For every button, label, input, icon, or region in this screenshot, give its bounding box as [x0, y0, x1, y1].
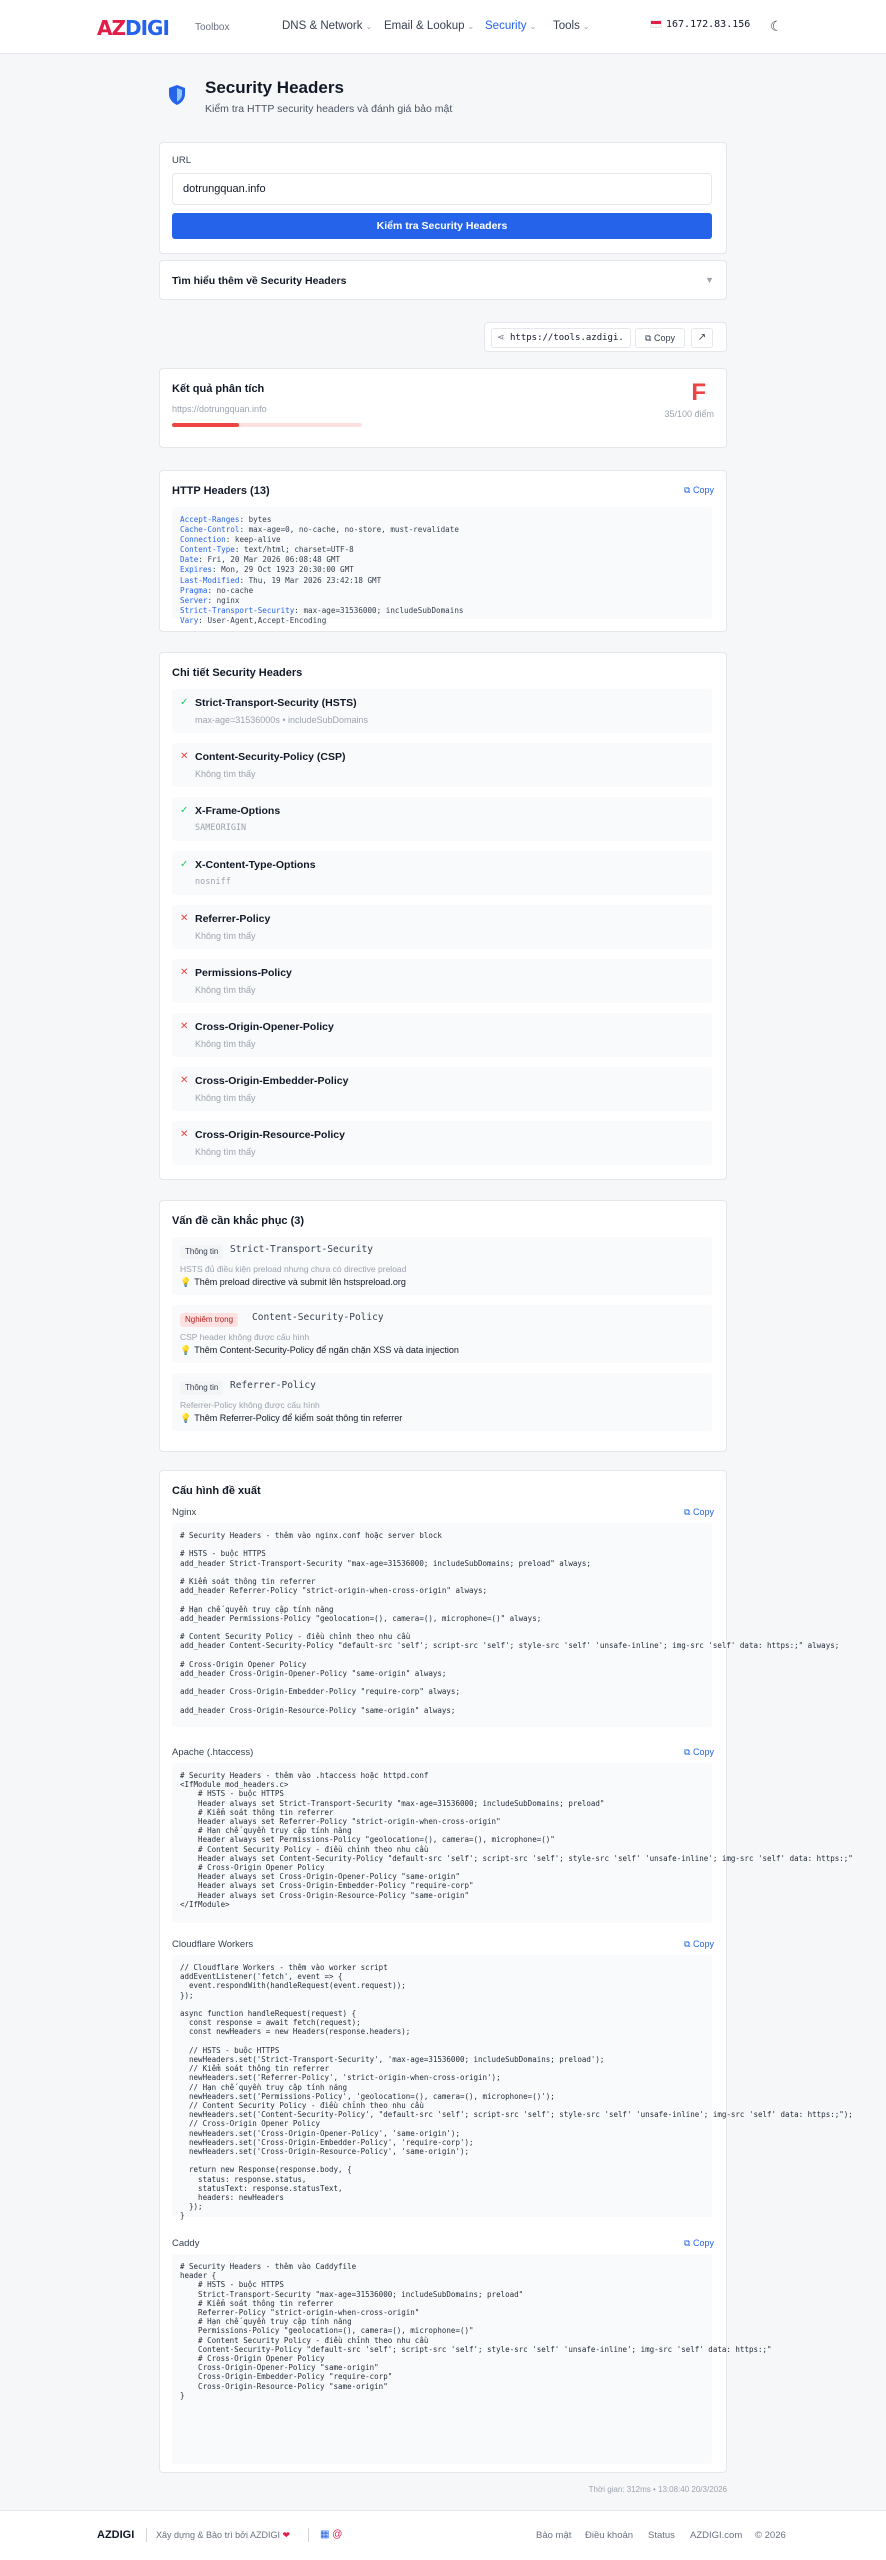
footer-link-terms[interactable]: Điều khoản	[585, 2530, 634, 2541]
nav-email-lookup[interactable]: Email & Lookup ⌄	[384, 20, 475, 32]
x-icon: ✕	[180, 1129, 189, 1140]
severity-badge: Thông tin	[180, 1381, 223, 1395]
issue-fix: 💡 Thêm Content-Security-Policy để ngăn chặn XSS và data injection	[180, 1345, 459, 1355]
client-ip: 167.172.83.156	[650, 19, 750, 30]
recommended-config-card	[159, 1470, 853, 2473]
details-title: Chi tiết Security Headers	[172, 667, 303, 679]
url-input[interactable]	[172, 173, 712, 205]
footer	[0, 2510, 886, 2560]
config-nginx-code: # Security Headers - thêm vào nginx.conf hoặc server block # HSTS - buộc HTTPS add_header Strict-Transport-Security "max-age=31536000; includeSubDomains; preload" always; # Kiểm soát thông tin referrer add_header Referrer-Policy "strict-origin-when-cross-origin" always; # Hạn chế quyền truy cập tính năng add_header Permissions-Policy "geolocation=(), camera=(), microphone=()" always; # Content Security Policy - điều chỉnh theo nhu cầu add_header Content-Security-Policy "default-src 'self'; script-src 'self'; style-src 'self' 'unsafe-inline'; img-src 'self' data: https:;" always; # Cross-Origin Opener Policy add_header Cross-Origin-Opener-Policy "same-origin" always; add_header Cross-Origin-Embedder-Policy "require-corp" always; add_header Cross-Origin-Resource-Policy "same-origin" always;	[172, 1523, 712, 1727]
issues-card	[159, 1200, 727, 1452]
security-header-item	[172, 905, 712, 949]
x-icon: ✕	[180, 751, 189, 762]
config-apache-label: Apache (.htaccess)	[172, 1747, 254, 1758]
learn-more-title: Tìm hiểu thêm về Security Headers	[172, 275, 347, 287]
config-caddy-label: Caddy	[172, 2238, 200, 2249]
top-navbar	[0, 0, 886, 54]
config-nginx-copy-button[interactable]: ⧉ Copy	[684, 1507, 714, 1517]
x-icon: ✕	[180, 1021, 189, 1032]
issue-header-name: Referrer-Policy	[230, 1380, 316, 1391]
divider	[146, 2528, 147, 2542]
http-header-row: Date: Fri, 20 Mar 2026 06:08:48 GMT	[180, 555, 341, 565]
nav-security[interactable]: Security ⌄	[485, 20, 537, 32]
http-header-row: Pragma: no-cache	[180, 585, 254, 595]
footer-link-privacy[interactable]: Bảo mật	[536, 2530, 572, 2541]
security-header-name: X-Frame-Options	[195, 805, 281, 817]
security-header-value: nosniff	[195, 877, 231, 887]
copy-icon: ⧉	[684, 1939, 693, 1949]
http-header-row: Connection: keep-alive	[180, 535, 281, 545]
footer-social-icons[interactable]	[320, 2529, 342, 2540]
security-header-name: Referrer-Policy	[195, 913, 271, 925]
issue-description: CSP header không được cấu hình	[180, 1332, 310, 1342]
check-icon: ✓	[180, 859, 189, 870]
issue-item	[172, 1305, 712, 1363]
issue-description: HSTS đủ điều kiện preload nhưng chưa có directive preload	[180, 1264, 407, 1274]
security-header-item	[172, 743, 712, 787]
security-header-name: Content-Security-Policy (CSP)	[195, 751, 346, 763]
config-apache-copy-button[interactable]: ⧉ Copy	[684, 1747, 714, 1757]
http-headers-list	[172, 507, 712, 625]
http-header-row: Vary: User-Agent,Accept-Encoding	[180, 615, 327, 625]
http-header-row: Server: nginx	[180, 595, 240, 605]
security-header-item	[172, 1013, 712, 1057]
check-icon: ✓	[180, 805, 189, 816]
issue-fix: 💡 Thêm preload directive và submit lên hstspreload.org	[180, 1277, 406, 1287]
http-headers-title: HTTP Headers (13)	[172, 485, 270, 497]
security-header-value: Không tìm thấy	[195, 769, 256, 779]
security-header-name: X-Content-Type-Options	[195, 859, 316, 871]
issue-fix: 💡 Thêm Referrer-Policy để kiểm soát thông tin referrer	[180, 1413, 403, 1423]
check-security-headers-button[interactable]: Kiểm tra Security Headers	[172, 213, 712, 239]
config-title: Cấu hình đề xuất	[172, 1485, 261, 1497]
azdigi-logo[interactable]: AZDIGI	[97, 16, 169, 40]
chevron-down-icon: ▼	[705, 275, 714, 285]
score-progress-fill	[172, 423, 239, 427]
issue-item	[172, 1373, 712, 1431]
result-card	[159, 368, 727, 448]
security-grade: F	[691, 379, 706, 406]
issue-header-name: Content-Security-Policy	[252, 1312, 384, 1323]
config-nginx-label: Nginx	[172, 1507, 197, 1518]
x-icon: ✕	[180, 967, 189, 978]
score-progress-bar	[172, 423, 362, 427]
security-header-name: Cross-Origin-Opener-Policy	[195, 1021, 334, 1033]
config-cloudflare-workers-label: Cloudflare Workers	[172, 1939, 254, 1950]
result-url: https://dotrungquan.info	[172, 404, 267, 414]
learn-more-accordion[interactable]	[159, 260, 727, 300]
url-form-card	[159, 142, 727, 254]
shield-icon	[167, 84, 187, 106]
copy-icon: ⧉	[684, 1747, 693, 1757]
issue-description: Referrer-Policy không được cấu hình	[180, 1400, 320, 1410]
at-icon: @	[332, 2529, 343, 2540]
http-header-row: Last-Modified: Thu, 19 Mar 2026 23:42:18 GMT	[180, 575, 382, 585]
x-icon: ✕	[180, 913, 189, 924]
footer-tagline: Xây dựng & Bảo trì bởi AZDIGI ❤	[156, 2530, 291, 2540]
security-header-value: Không tìm thấy	[195, 1039, 256, 1049]
security-header-item	[172, 851, 712, 895]
lightbulb-icon: 💡	[180, 1277, 192, 1287]
footer-link-status[interactable]: Status	[648, 2530, 675, 2541]
security-header-value: SAMEORIGIN	[195, 823, 247, 833]
share-icon: ⋖	[497, 333, 505, 343]
divider	[308, 2528, 309, 2542]
footer-link-azdigi[interactable]: AZDIGI.com	[690, 2530, 743, 2541]
security-header-value: Không tìm thấy	[195, 985, 256, 995]
timing-info: Thời gian: 312ms • 13:08:40 20/3/2026	[588, 2485, 727, 2494]
security-header-item	[172, 689, 712, 733]
config-apache-code: # Security Headers - thêm vào .htaccess hoặc httpd.conf <IfModule mod_headers.c> # HSTS - buộc HTTPS Header always set Strict-Transport-Security "max-age=31536000; includeSubDomains; preload" # Kiểm soát thông tin referrer Header always set Referrer-Policy "strict-origin-when-cross-origin" # Hạn chế quyền truy cập tính năng Header always set Permissions-Policy "geolocation=(), camera=(), microphone=()" # Content Security Policy - điều chỉnh theo nhu cầu Header always set Content-Security-Policy "default-src 'self'; script-src 'self'; style-src 'self' 'unsafe-inline'; img-src 'self' data: https:;" # Cross-Origin Opener Policy Header always set Cross-Origin-Opener-Policy "same-origin" Header always set Cross-Origin-Embedder-Policy "require-corp" Header always set Cross-Origin-Resource-Policy "same-origin" </IfModule>	[172, 1763, 712, 1923]
copy-icon: ⧉	[684, 2238, 693, 2248]
heart-icon: ❤	[282, 2530, 291, 2540]
security-header-name: Cross-Origin-Embedder-Policy	[195, 1075, 349, 1087]
share-bar	[484, 322, 727, 352]
security-header-value: max-age=31536000s • includeSubDomains	[195, 715, 369, 725]
config-caddy-copy-button[interactable]: ⧉ Copy	[684, 2238, 714, 2248]
security-header-name: Permissions-Policy	[195, 967, 292, 979]
http-header-row: Content-Type: text/html; charset=UTF-8	[180, 545, 354, 555]
issues-title: Vấn đề cần khắc phục (3)	[172, 1215, 305, 1227]
x-icon: ✕	[180, 1075, 189, 1086]
security-header-value: Không tìm thấy	[195, 1093, 256, 1103]
http-header-row: Cache-Control: max-age=0, no-cache, no-store, must-revalidate	[180, 525, 459, 535]
issue-header-name: Strict-Transport-Security	[230, 1244, 373, 1255]
security-header-value: Không tìm thấy	[195, 1147, 256, 1157]
lightbulb-icon: 💡	[180, 1413, 192, 1423]
url-label: URL	[172, 155, 192, 166]
chevron-down-icon: ⌄	[529, 22, 537, 31]
issue-item	[172, 1237, 712, 1295]
security-score: 35/100 điểm	[664, 409, 714, 419]
footer-copyright: © 2026	[755, 2530, 786, 2541]
severity-badge: Nghiêm trọng	[180, 1313, 238, 1327]
security-header-item	[172, 1067, 712, 1111]
page-title: Security Headers	[205, 78, 344, 97]
copy-icon: ⧉	[684, 1507, 693, 1517]
share-copy-button[interactable]: ⧉ Copy	[635, 328, 685, 348]
http-headers-card	[159, 470, 727, 632]
share-url-field[interactable]: ⋖ https://tools.azdigi.	[491, 328, 631, 348]
page-subtitle: Kiểm tra HTTP security headers và đánh giá bảo mật	[205, 103, 453, 115]
dark-mode-toggle-icon[interactable]: ☾	[770, 18, 783, 34]
config-cloudflare-workers-copy-button[interactable]: ⧉ Copy	[684, 1939, 714, 1949]
security-header-value: Không tìm thấy	[195, 931, 256, 941]
chevron-down-icon: ⌄	[467, 22, 475, 31]
http-headers-copy-button[interactable]: ⧉ Copy	[684, 485, 714, 495]
toolbox-label: Toolbox	[195, 22, 230, 33]
check-icon: ✓	[180, 697, 189, 708]
http-header-row: Expires: Mon, 29 Oct 1923 20:30:00 GMT	[180, 565, 354, 575]
security-header-item	[172, 797, 712, 841]
config-cloudflare-workers-code: // Cloudflare Workers - thêm vào worker script addEventListener('fetch', event => { event.respondWith(handleRequest(event.request)); }); async function handleRequest(request) { const response = await fetch(request); const newHeaders = new Headers(response.headers); // HSTS - buộc HTTPS newHeaders.set('Strict-Transport-Security', 'max-age=31536000; includeSubDomains; preload'); // Kiểm soát thông tin referrer newHeaders.set('Referrer-Policy', 'strict-origin-when-cross-origin'); // Hạn chế quyền truy cập tính năng newHeaders.set('Permissions-Policy', 'geolocation=(), camera=(), microphone=()'); // Content Security Policy - điều chỉnh theo nhu cầu newHeaders.set('Content-Security-Policy', "default-src 'self'; script-src 'self'; style-src 'self' 'unsafe-inline'; img-src 'self' data: https:;"); // Cross-Origin Opener Policy newHeaders.set('Cross-Origin-Opener-Policy', 'same-origin'); newHeaders.set('Cross-Origin-Embedder-Policy', 'require-corp'); newHeaders.set('Cross-Origin-Resource-Policy', 'same-origin'); return new Response(response.body, { status: response.status, statusText: response.statusText, headers: newHeaders }); }	[172, 1955, 712, 2217]
severity-badge: Thông tin	[180, 1245, 223, 1259]
lightbulb-icon: 💡	[180, 1345, 192, 1355]
http-header-row: Strict-Transport-Security: max-age=31536000; includeSubDomains	[180, 605, 464, 615]
chevron-down-icon: ⌄	[582, 22, 590, 31]
footer-brand[interactable]: AZDIGI	[97, 2529, 135, 2541]
security-header-item	[172, 959, 712, 1003]
security-header-name: Cross-Origin-Resource-Policy	[195, 1129, 345, 1141]
vietnam-flag-icon	[650, 20, 662, 28]
result-title: Kết quả phân tích	[172, 383, 265, 395]
config-caddy-code: # Security Headers - thêm vào Caddyfile header { # HSTS - buộc HTTPS Strict-Transport-Security "max-age=31536000; includeSubDomains; preload" # Kiểm soát thông tin referrer Referrer-Policy "strict-origin-when-cross-origin" # Hạn chế quyền truy cập tính năng Permissions-Policy "geolocation=(), camera=(), microphone=()" # Content Security Policy - điều chỉnh theo nhu cầu Content-Security-Policy "default-src 'self'; script-src 'self'; style-src 'self' 'unsafe-inline'; img-src 'self' data: https:;" # Cross-Origin Opener Policy Cross-Origin-Opener-Policy "same-origin" Cross-Origin-Embedder-Policy "require-corp" Cross-Origin-Resource-Policy "same-origin" }	[172, 2254, 712, 2464]
security-header-name: Strict-Transport-Security (HSTS)	[195, 697, 357, 709]
nav-tools[interactable]: Tools ⌄	[553, 20, 590, 32]
http-header-row: Accept-Ranges: bytes	[180, 515, 272, 524]
security-header-item	[172, 1121, 712, 1165]
nav-dns-network[interactable]: DNS & Network ⌄	[282, 20, 373, 32]
grid-icon: ▦	[320, 2529, 330, 2540]
chevron-down-icon: ⌄	[365, 22, 373, 31]
open-external-icon[interactable]: ↗	[691, 328, 713, 348]
security-details-card	[159, 652, 727, 1180]
